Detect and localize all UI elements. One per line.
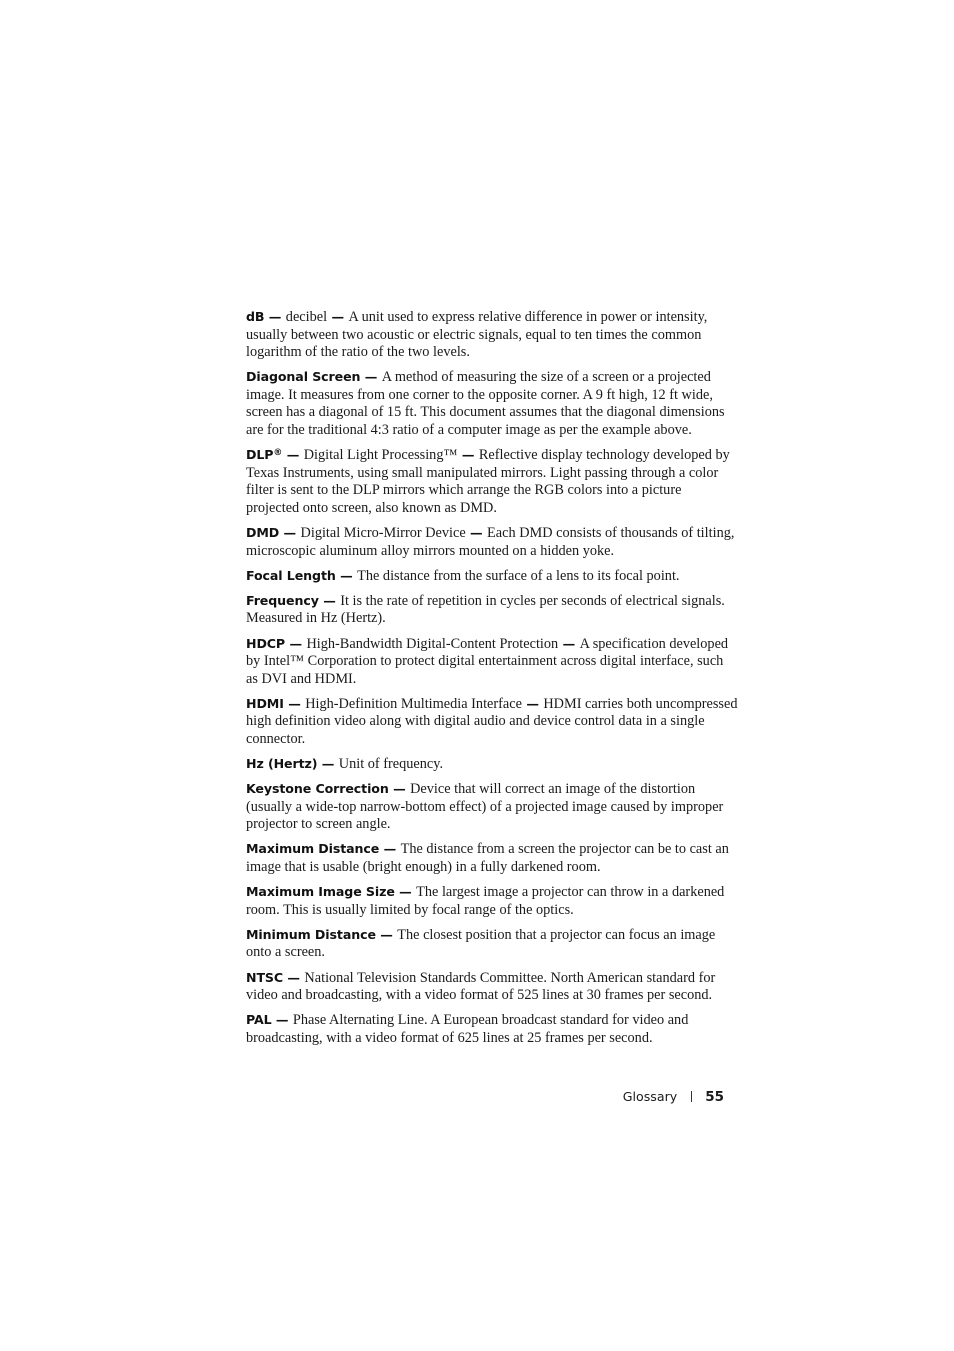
glossary-entry-frequency (246, 592, 738, 628)
glossary-entry-hz (246, 755, 738, 774)
page-footer (623, 1089, 724, 1105)
entry-separator: — (283, 695, 306, 711)
entry-definition: HDMI carries both uncompressed high definition video along with digital audio and device control data in a single connector. (246, 695, 738, 747)
entry-definition: Phase Alternating Line. A European broadcast standard for video and broadcasting, with a video format of 625 lines at 25 frames per second. (246, 1012, 689, 1046)
entry-expansion: Digital Micro-Mirror Device (300, 525, 466, 542)
entry-term: Hz (Hertz) (246, 756, 318, 772)
glossary-entry-dmd (246, 524, 738, 560)
entry-definition: Each DMD consists of thousands of tilting, microscopic aluminum alloy mirrors mounted on a hidden yoke. (246, 525, 735, 559)
entry-term: NTSC (246, 969, 284, 985)
entry-separator: — (327, 309, 349, 324)
entry-expansion: decibel (285, 309, 328, 325)
entry-separator: — (335, 567, 358, 583)
entry-separator: — (360, 369, 382, 385)
entry-separator: — (558, 635, 580, 651)
entry-definition: A method of measuring the size of a screen or a projected image. It measures from one corner to the opposite corner. A 9 ft high, 12 ft wide, screen has a diagonal of 15 ft. This document assumes that the diagonal dimensions are for the traditional 4:3 ratio of a computer image as per the example above. (246, 369, 725, 439)
entry-expansion: High-Definition Multimedia Interface (305, 695, 522, 712)
entry-separator: — (457, 447, 479, 463)
entry-separator: — (318, 592, 341, 608)
entry-term: DMD (246, 525, 280, 541)
footer-divider (691, 1091, 692, 1102)
entry-definition: The largest image a projector can throw in a darkened room. This is usually limited by focal range of the optics. (246, 884, 725, 918)
entry-definition: Unit of frequency. (338, 756, 444, 773)
entry-separator: — (394, 884, 417, 900)
entry-definition: A specification developed by Intel™ Corporation to protect digital entertainment across digital interface, such as DVI and HDMI. (246, 635, 729, 687)
entry-separator: — (379, 841, 401, 857)
entry-separator: — (285, 635, 307, 651)
entry-term: HDMI (246, 695, 284, 711)
entry-separator: — (388, 781, 411, 797)
entry-expansion: High-Bandwidth Digital-Content Protection (306, 635, 559, 652)
entry-separator: — (465, 525, 488, 541)
glossary-entry-ntsc (246, 969, 738, 1005)
glossary-entry-focal-length (246, 567, 738, 586)
glossary-list (246, 308, 738, 1054)
glossary-entry-minimum-distance (246, 926, 738, 962)
entry-term: Keystone Correction (246, 781, 389, 797)
glossary-entry-maximum-image-size (246, 883, 738, 919)
entry-term: PAL (246, 1012, 272, 1028)
glossary-entry-hdcp (246, 635, 738, 689)
entry-term: Maximum Image Size (246, 884, 395, 900)
glossary-entry-keystone-correction (246, 780, 738, 834)
entry-separator: — (271, 1012, 293, 1028)
entry-separator: — (317, 756, 339, 772)
glossary-entry-dlp (246, 446, 738, 517)
entry-definition: A unit used to express relative difference in power or intensity, usually between two acoustic or electric signals, equal to ten times the common logarithm of the ratio of the two levels. (246, 309, 708, 361)
entry-term: Focal Length (246, 567, 336, 583)
entry-expansion: Digital Light Processing™ (303, 447, 458, 464)
entry-separator: — (375, 926, 398, 942)
entry-term-text: DLP (246, 447, 274, 463)
entry-definition: The distance from the surface of a lens to its focal point. (357, 567, 680, 584)
entry-term: Frequency (246, 592, 319, 608)
glossary-entry-pal (246, 1011, 738, 1047)
entry-term: Diagonal Screen (246, 369, 361, 385)
entry-term: dB (246, 309, 265, 324)
entry-definition: Device that will correct an image of the distortion (usually a wide-top narrow-bottom effect) of a projected image caused by improper projector to screen angle. (246, 781, 724, 833)
registered-mark: ® (273, 448, 283, 459)
entry-term: Maximum Distance (246, 841, 380, 857)
glossary-entry-db (246, 308, 738, 362)
footer-section-title: Glossary (622, 1089, 678, 1104)
entry-term: HDCP (246, 635, 286, 651)
entry-definition: National Television Standards Committee. North American standard for video and broadcasting, with a video format of 525 lines at 30 frames per second. (246, 969, 716, 1004)
entry-definition: The closest position that a projector can focus an image onto a screen. (246, 926, 716, 961)
entry-separator: — (279, 525, 301, 541)
entry-term (246, 447, 282, 462)
entry-separator: — (521, 695, 544, 711)
glossary-entry-maximum-distance (246, 840, 738, 876)
entry-term: Minimum Distance (246, 926, 376, 942)
glossary-entry-diagonal-screen (246, 368, 738, 439)
entry-separator: — (264, 309, 286, 324)
entry-definition: Reflective display technology developed by Texas Instruments, using small manipulated mirrors. Light passing through a color filter is sent to the DLP mirrors which arrange the RGB colors into a picture projected onto screen, also known as DMD. (246, 447, 730, 516)
page-number: 55 (705, 1089, 724, 1105)
glossary-entry-hdmi (246, 695, 738, 749)
entry-separator: — (283, 969, 305, 985)
entry-definition: The distance from a screen the projector can be to cast an image that is usable (bright enough) in a fully darkened room. (246, 841, 729, 876)
entry-separator: — (282, 447, 304, 463)
entry-definition: It is the rate of repetition in cycles per seconds of electrical signals. Measured in Hz (Hertz). (246, 592, 725, 627)
